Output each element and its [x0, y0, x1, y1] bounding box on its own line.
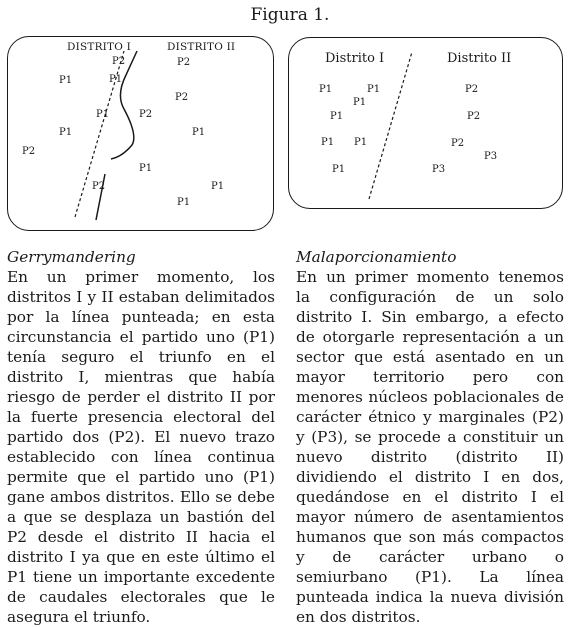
malapportionment-description: [296, 247, 564, 627]
party-marker: P1: [321, 137, 335, 148]
party-marker: P1: [353, 97, 367, 108]
party-marker: P3: [484, 151, 498, 162]
figure-title: Figura 1.: [250, 5, 330, 25]
district-label: Distrito II: [447, 51, 512, 66]
party-marker: P1: [319, 84, 333, 95]
party-marker: P2: [175, 92, 189, 103]
party-marker: P1: [330, 111, 344, 122]
party-marker: P1: [96, 109, 110, 120]
gerrymandering-description: [7, 247, 275, 627]
party-marker: P1: [211, 181, 225, 192]
party-marker: P1: [59, 127, 73, 138]
party-marker: P3: [432, 164, 446, 175]
party-marker: P1: [192, 127, 206, 138]
party-marker: P1: [354, 137, 368, 148]
district-label: DISTRITO I: [67, 41, 131, 53]
party-marker: P2: [112, 56, 126, 67]
malapportionment-diagram: [288, 37, 563, 209]
party-marker: P2: [451, 138, 465, 149]
new-boundary-dashed: [369, 52, 412, 199]
section-heading: Malaporcionamiento: [296, 248, 457, 266]
section-heading: Gerrymandering: [7, 248, 136, 266]
party-marker: P2: [177, 57, 191, 68]
district-label: DISTRITO II: [167, 41, 236, 53]
section-body: En un primer momento tenemos la configuración de un solo distrito I. Sin embargo, a efecto de otorgarle representación a un sector que está asentado en un mayor territorio pero con menores núcleos poblacionales de carácter étnico y marginales (P2) y (P3), se procede a constituir un nuevo distrito (distrito II) dividiendo el distrito I en dos, quedándose en el distrito I el mayor número de asentamientos humanos que son más compactos y de carácter urbano o semiurbano (P1). La línea punteada indica la nueva división en dos distritos.: [296, 268, 564, 626]
district-boundaries: [8, 37, 273, 230]
section-body: En un primer momento, los distritos I y II estaban delimitados por la línea punteada; en esta circunstancia el partido uno (P1) tenía seguro el triunfo en el distrito I, mientras que había riesgo de perder el distrito II por la fuerte presencia electoral del partido dos (P2). El nuevo trazo establecido con línea continua permite que el partido uno (P1) gane ambos distritos. Ello se debe a que se desplaza un bastión del P2 desde el distrito II hacia el distrito I ya que en este último el P1 tiene un importante excedente de caudales electorales que le asegura el triunfo.: [7, 268, 275, 626]
party-marker: P2: [465, 84, 479, 95]
party-marker: P2: [22, 146, 36, 157]
district-label: Distrito I: [325, 51, 385, 66]
party-marker: P2: [467, 111, 481, 122]
party-marker: P1: [109, 74, 123, 85]
party-marker: P2: [139, 109, 153, 120]
gerrymandering-diagram: [7, 36, 274, 231]
party-marker: P2: [92, 181, 106, 192]
party-marker: P1: [367, 84, 381, 95]
party-marker: P1: [332, 164, 346, 175]
party-marker: P1: [139, 163, 153, 174]
party-marker: P1: [177, 197, 191, 208]
party-marker: P1: [59, 75, 73, 86]
